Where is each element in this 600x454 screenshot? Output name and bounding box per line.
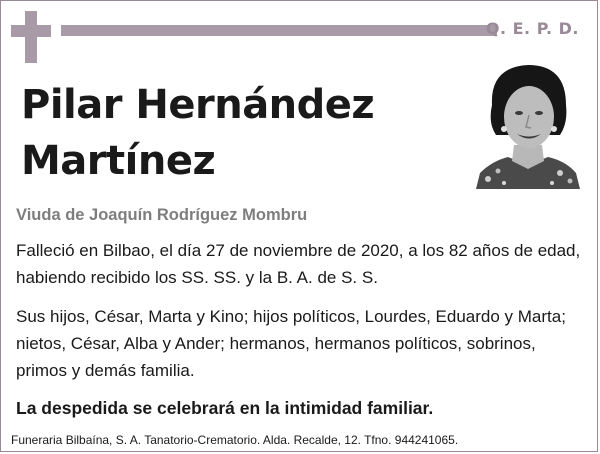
farewell-notice: La despedida se celebrará en la intimidad familiar.: [16, 398, 434, 418]
name-line-1: Pilar Hernández: [21, 82, 375, 128]
header-divider-bar: [61, 25, 497, 36]
deceased-subtitle: Viuda de Joaquín Rodríguez Mombru: [16, 206, 308, 224]
cross-icon: [11, 11, 51, 63]
funeral-home-footer: Funeraria Bilbaína, S. A. Tanatorio-Crematorio. Alda. Recalde, 12. Tfno. 944241065.: [11, 433, 459, 447]
qepd-badge: Q. E. P. D.: [485, 19, 579, 38]
family-paragraph: Sus hijos, César, Marta y Kino; hijos políticos, Lourdes, Eduardo y Marta; nietos, César, Alba y Ander; hermanos, hermanos políticos, sobrinos, primos y demás familia.: [16, 307, 566, 380]
name-line-2: Martínez: [21, 138, 216, 184]
death-announcement-paragraph: Falleció en Bilbao, el día 27 de noviembre de 2020, a los 82 años de edad, habiendo recibido los SS. SS. y la B. A. de S. S.: [16, 241, 581, 287]
portrait-photo: [474, 61, 582, 189]
deceased-name: [21, 77, 471, 189]
